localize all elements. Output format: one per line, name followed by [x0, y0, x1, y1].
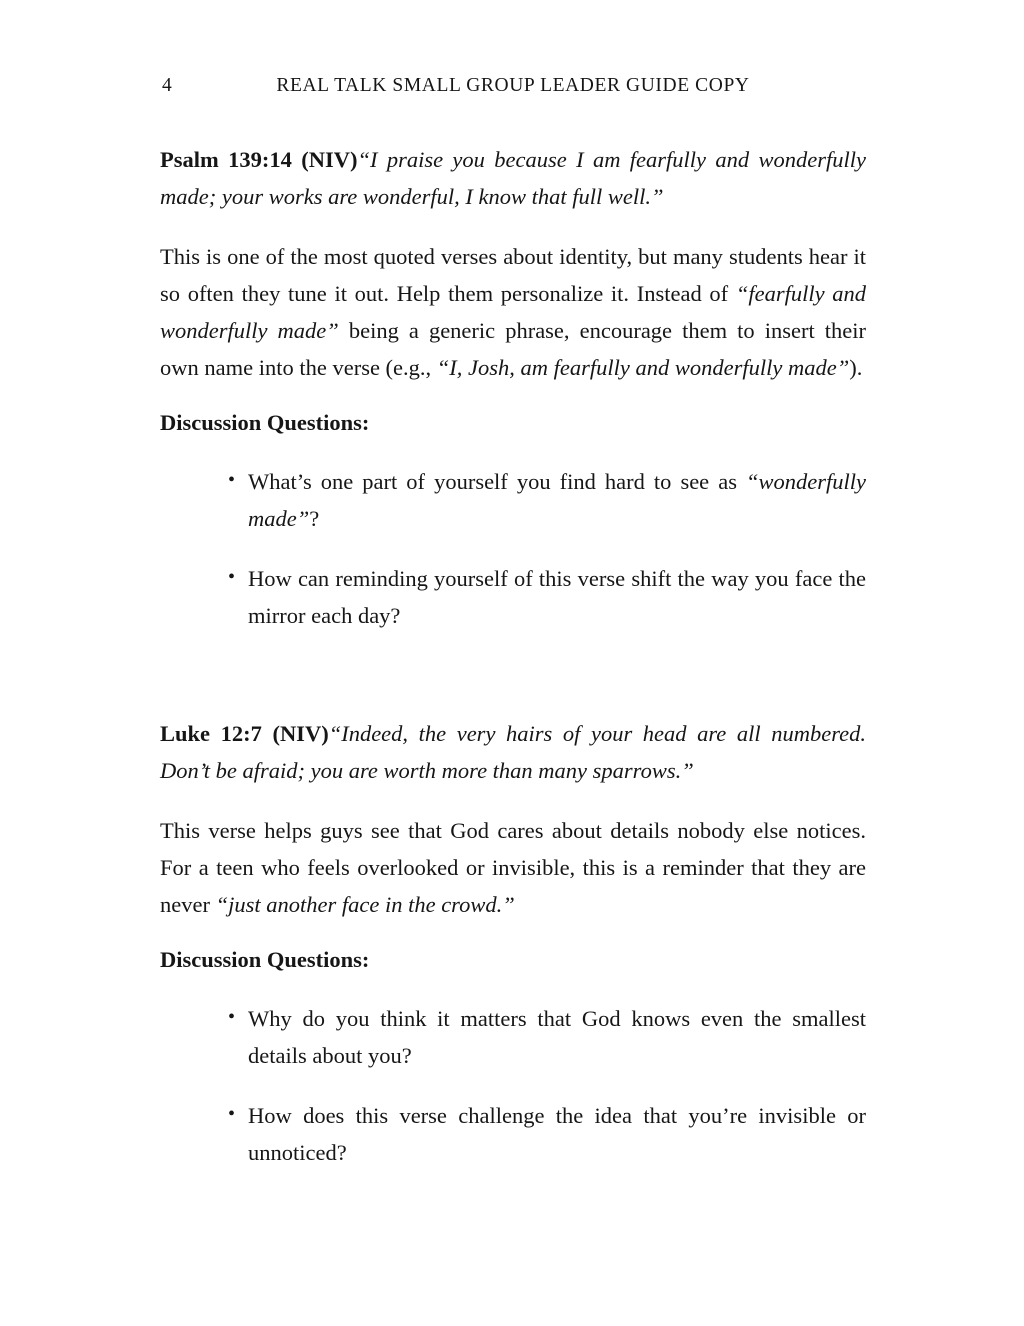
commentary-text: being a generic phrase, encourage them to insert their own name into the verse (e.g.,	[160, 317, 866, 380]
question-text: Why do you think it matters that God knows even the smallest details about you?	[248, 1006, 866, 1068]
verse-ref: Psalm 139:14 (NIV)	[160, 147, 358, 172]
commentary-text: This verse helps guys see that God cares about details nobody else notices. For a teen who feels overlooked or invisible, this is a reminder that they are never	[160, 817, 866, 917]
question-item	[160, 463, 866, 537]
commentary-text: ).	[849, 354, 863, 380]
commentary-text: This is one of the most quoted verses about identity, but many students hear it so often they tune it out. Help them personalize it. Instead of	[160, 243, 866, 306]
commentary-paragraph	[160, 238, 866, 386]
section-luke	[160, 715, 866, 1171]
question-text: What’s one part of yourself you find hard to see as	[248, 469, 746, 494]
discussion-questions-heading: Discussion Questions:	[160, 947, 370, 972]
page-number: 4	[162, 75, 172, 96]
commentary-italic: “I, Josh, am fearfully and wonderfully made”	[436, 354, 850, 380]
bullet-icon: •	[228, 1006, 236, 1028]
section-psalm	[160, 141, 866, 634]
commentary-italic: “fearfully and wonderfully made”	[160, 280, 867, 343]
question-italic: “wonderfully made”	[248, 469, 866, 531]
verse-ref: Luke 12:7 (NIV)	[160, 721, 329, 746]
bullet-icon: •	[228, 1103, 236, 1125]
question-item	[160, 1000, 866, 1074]
running-header	[160, 73, 866, 99]
verse-quote: “Indeed, the very hairs of your head are all numbered. Don’t be afraid; you are worth more than many sparrows.”	[160, 721, 866, 783]
question-text: How can reminding yourself of this verse shift the way you face the mirror each day?	[248, 566, 866, 628]
question-item	[160, 1097, 866, 1171]
bullet-icon: •	[228, 469, 236, 491]
commentary-italic: “just another face in the crowd.”	[215, 891, 515, 917]
question-list	[160, 463, 866, 634]
discussion-questions-heading: Discussion Questions:	[160, 410, 370, 435]
question-text: ?	[309, 506, 320, 531]
question-list	[160, 1000, 866, 1171]
question-text: How does this verse challenge the idea that you’re invisible or unnoticed?	[248, 1103, 866, 1165]
bullet-icon: •	[228, 566, 236, 588]
question-item	[160, 560, 866, 634]
verse-quote: “I praise you because I am fearfully and wonderfully made; your works are wonderful, I know that full well.”	[160, 147, 866, 209]
commentary-paragraph	[160, 812, 866, 923]
running-header-title: REAL TALK SMALL GROUP LEADER GUIDE COPY	[276, 75, 750, 96]
verse-heading	[160, 715, 866, 789]
verse-heading	[160, 141, 866, 215]
